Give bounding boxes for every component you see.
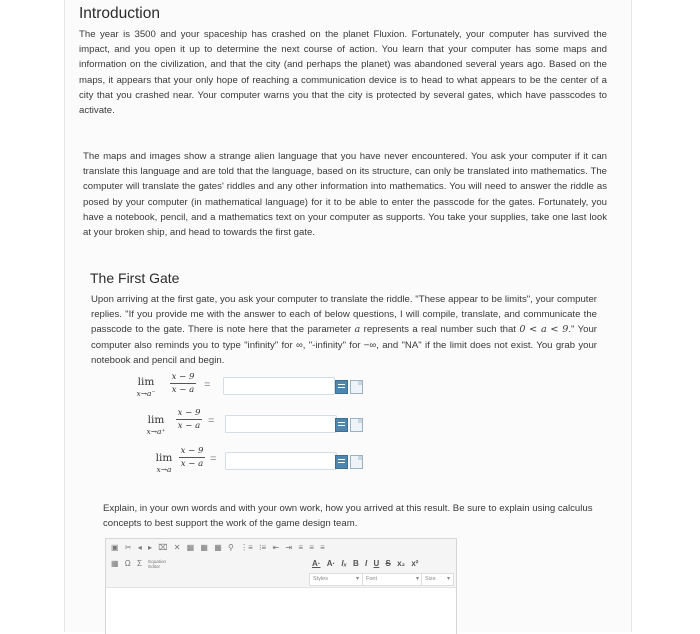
parameter-a: a <box>354 324 361 336</box>
remove-format-icon[interactable]: ⌧ <box>158 543 168 552</box>
text-color-icon[interactable]: A· <box>312 559 321 568</box>
close-icon[interactable]: ✕ <box>173 543 181 552</box>
numbered-list-icon[interactable]: ⋮≡ <box>240 543 253 552</box>
align-center-icon[interactable]: ≡ <box>309 543 314 552</box>
cut-icon[interactable]: ✂ <box>124 543 132 552</box>
equals-sign: = <box>204 379 211 391</box>
math-editor-icon[interactable] <box>335 418 348 432</box>
equation-editor-button[interactable]: Equation Editor <box>148 559 166 569</box>
search-icon[interactable]: ⚲ <box>228 543 234 552</box>
background-color-icon[interactable]: A· <box>326 559 336 568</box>
omega-icon[interactable]: Ω <box>124 559 131 569</box>
table-insert-icon[interactable]: ▦ <box>111 559 119 569</box>
media-icon[interactable]: ▦ <box>214 543 222 552</box>
editor-text-area[interactable] <box>106 587 456 634</box>
underline-button[interactable]: U <box>373 559 380 568</box>
bold-button[interactable]: B <box>353 559 359 568</box>
image-icon[interactable]: ▦ <box>186 543 195 552</box>
limit-expression: lim x→a⁻ <box>136 376 156 398</box>
intro-paragraph-1: The year is 3500 and your spaceship has crashed on the planet Fluxion. Fortunately, your computer has survived the impact, and you open it up to determine the next course of action. You learn that your computer has some maps and information on the civilization, and that the city (and perhaps the planet) was abandoned several years ago. Based on the maps, it appears that your only hope of reaching a communication device is to head to what appears to be the center of a city that you crashed near. Your computer warns you that the city is protected by several gates, which have passcodes to activate. <box>79 29 607 117</box>
styles-dropdown[interactable]: Styles ▾ <box>309 573 363 586</box>
strikethrough-button[interactable]: S <box>385 559 391 568</box>
clear-format-icon[interactable]: Iₓ <box>341 559 347 568</box>
file-icon[interactable] <box>350 455 363 469</box>
file-icon[interactable] <box>350 380 363 394</box>
italic-button[interactable]: I <box>365 559 368 568</box>
first-gate-paragraph: Upon arriving at the first gate, you ask your computer to translate the riddle. "These appear to be limits", your computer replies. "If you provide me with the answer to each of below questions, I will compile, translate, and communicate the passcode to the gate. There is note here that the parameter a represents a real number such that 0 < a < 9." Your computer also reminds you to type "infinity" for ∞, "-infinity" for −∞, and "NA" if the limit does not exist. You grab your notebook and pencil and begin. <box>91 294 597 366</box>
answer-input-2[interactable] <box>225 415 337 433</box>
limit-question-2 <box>65 408 631 444</box>
limit-expression: lim x→a⁺ <box>146 414 166 436</box>
font-dropdown[interactable]: Font ▾ <box>362 573 423 586</box>
redo-icon[interactable]: ▸ <box>147 543 152 552</box>
table-icon[interactable]: ▦ <box>200 543 208 552</box>
align-right-icon[interactable]: ≡ <box>320 543 325 552</box>
file-icon[interactable] <box>350 418 363 432</box>
limit-question-3 <box>65 446 631 482</box>
bulleted-list-icon[interactable]: ⁝≡ <box>259 543 267 552</box>
math-editor-icon[interactable] <box>335 455 348 469</box>
math-editor-icon[interactable] <box>335 380 348 394</box>
equals-sign: = <box>210 453 217 465</box>
sigma-icon[interactable]: Σ <box>137 559 142 569</box>
superscript-button[interactable]: x² <box>411 559 419 568</box>
intro-title: Introduction <box>79 5 160 22</box>
intro-paragraph-2: The maps and images show a strange alien language that you have never encountered. You ask your computer if it can translate this language and are told that the language, based on its structure, can only be translated into mathematics. The computer will translate the gates' riddles and any other information into mathematics. You will need to answer the riddle as posed by your computer (in mathematical language) for it to be able to enter the passcode for the gates. Fortunately, you have a notebook, pencil, and a mathematics text on your computer as supports. You take your supplies, take one last look at your broken ship, and head to towards the first gate. <box>83 151 607 239</box>
limit-question-1 <box>65 372 631 408</box>
editor-toolbar-row-1 <box>111 543 329 552</box>
limit-fraction: $\frac{x - 9}{x - a}$ <box>177 408 201 431</box>
size-dropdown[interactable]: Size ▾ <box>421 573 454 586</box>
limit-expression: lim x→a <box>155 452 173 474</box>
indent-icon[interactable]: ⇥ <box>285 543 293 552</box>
editor-toolbar-row-2 <box>111 559 170 569</box>
inequality: 0 < a < 9 <box>519 324 569 336</box>
limit-fraction: $\frac{x - 9}{x - a}$ <box>171 372 195 395</box>
equals-sign: = <box>208 415 215 427</box>
undo-icon[interactable]: ◂ <box>137 543 142 552</box>
answer-input-1[interactable] <box>223 377 335 395</box>
first-gate-title: The First Gate <box>90 270 180 286</box>
format-toolbar <box>312 559 422 568</box>
answer-input-3[interactable] <box>225 452 337 470</box>
outdent-icon[interactable]: ⇤ <box>272 543 280 552</box>
subscript-button[interactable]: x₂ <box>397 559 406 568</box>
limit-fraction: $\frac{x - 9}{x - a}$ <box>180 446 204 469</box>
explain-prompt: Explain, in your own words and with your own work, how you arrived at this result. Be sure to explain using calculus concepts to best support the work of the game design team. <box>103 503 593 529</box>
rich-text-editor <box>105 538 457 634</box>
align-left-icon[interactable]: ≡ <box>298 543 304 552</box>
source-icon[interactable]: ▣ <box>111 543 119 552</box>
